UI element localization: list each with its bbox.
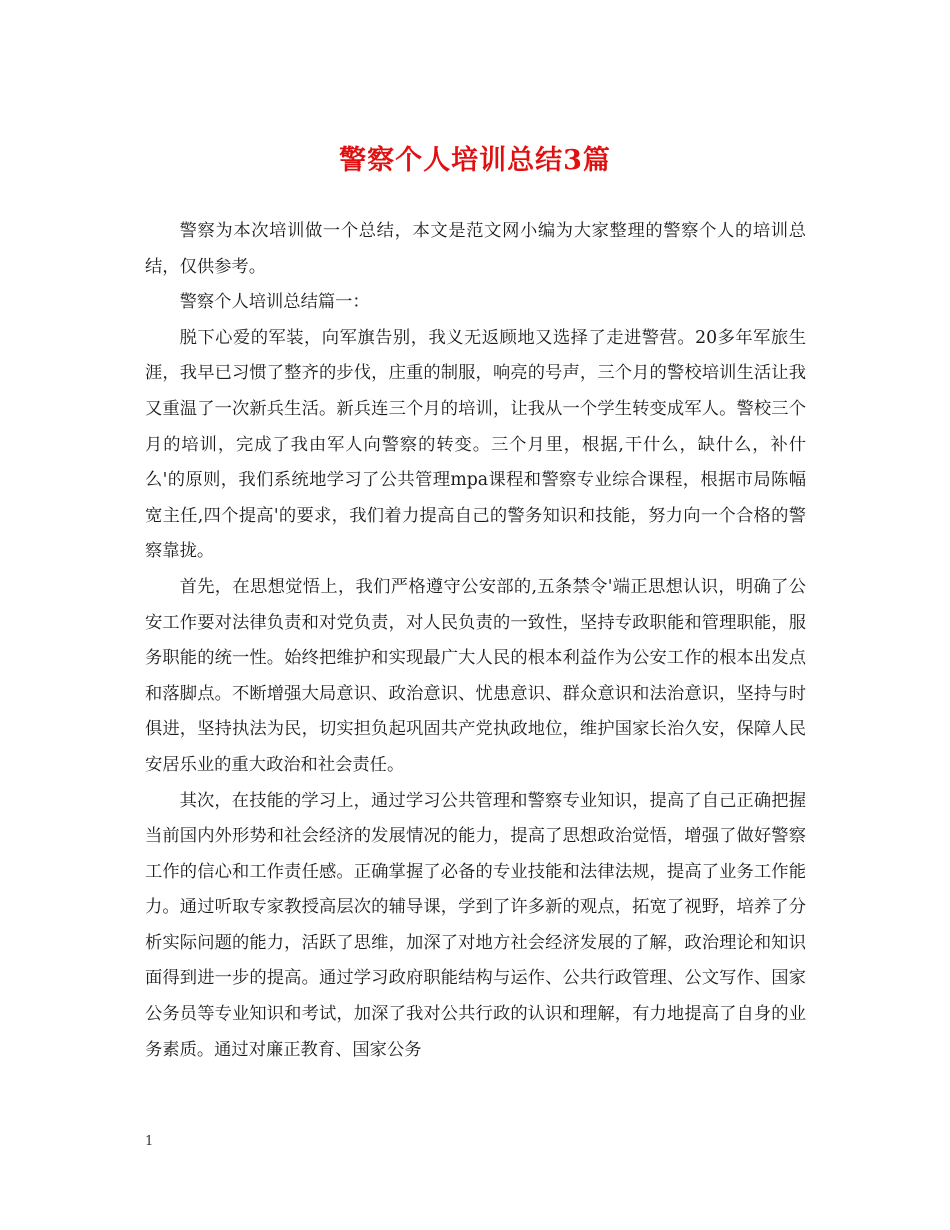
paragraph-intro: 警察为本次培训做一个总结，本文是范文网小编为大家整理的警察个人的培训总结，仅供参考。 (145, 221, 806, 277)
paragraph-1: 脱下心爱的军装，向军旗告别，我义无返顾地又选择了走进警营。20多年军旅生涯，我早已习惯了整齐的步伐，庄重的制服，响亮的号声，三个月的警校培训生活让我又重温了一次新兵生活。新兵连三个月的培训，让我从一个学生转变成军人。警校三个月的培训，完成了我由军人向警察的转变。三个月里，根据,干什么，缺什么，补什么'的原则，我们系统地学习了公共管理mpa课程和警察专业综合课程，根据市局陈幅宽主任,四个提高'的要求，我们着力提高自己的警务知识和技能，努力向一个合格的警察靠拢。 (145, 327, 806, 562)
paragraph-2: 首先，在思想觉悟上，我们严格遵守公安部的,五条禁令'端正思想认识，明确了公安工作要对法律负责和对党负责，对人民负责的一致性，坚持专政职能和管理职能，服务职能的统一性。始终把维护和实现最广大人民的根本利益作为公安工作的根本出发点和落脚点。不断增强大局意识、政治意识、忧患意识、群众意识和法治意识，坚持与时俱进，坚持执法为民，切实担负起巩固共产党执政地位，维护国家长治久安，保障人民安居乐业的重大政治和社会责任。 (145, 576, 806, 775)
paragraph-3: 其次，在技能的学习上，通过学习公共管理和警察专业知识，提高了自己正确把握当前国内外形势和社会经济的发展情况的能力，提高了思想政治觉悟，增强了做好警察工作的信心和工作责任感。正确掌握了必备的专业技能和法律法规，提高了业务工作能力。通过听取专家教授高层次的辅导课，学到了许多新的观点，拓宽了视野，培养了分析实际问题的能力，活跃了思维，加深了对地方社会经济发展的了解，政治理论和知识面得到进一步的提高。通过学习政府职能结构与运作、公共行政管理、公文写作、国家公务员等专业知识和考试，加深了我对公共行政的认识和理解，有力地提高了自身的业务素质。通过对廉正教育、国家公务 (145, 790, 806, 1060)
section-heading: 警察个人培训总结篇一： (179, 292, 370, 313)
page-number: 1 (145, 1134, 154, 1149)
page-title: 警察个人培训总结3篇 (339, 145, 611, 176)
document-body (145, 214, 806, 1068)
